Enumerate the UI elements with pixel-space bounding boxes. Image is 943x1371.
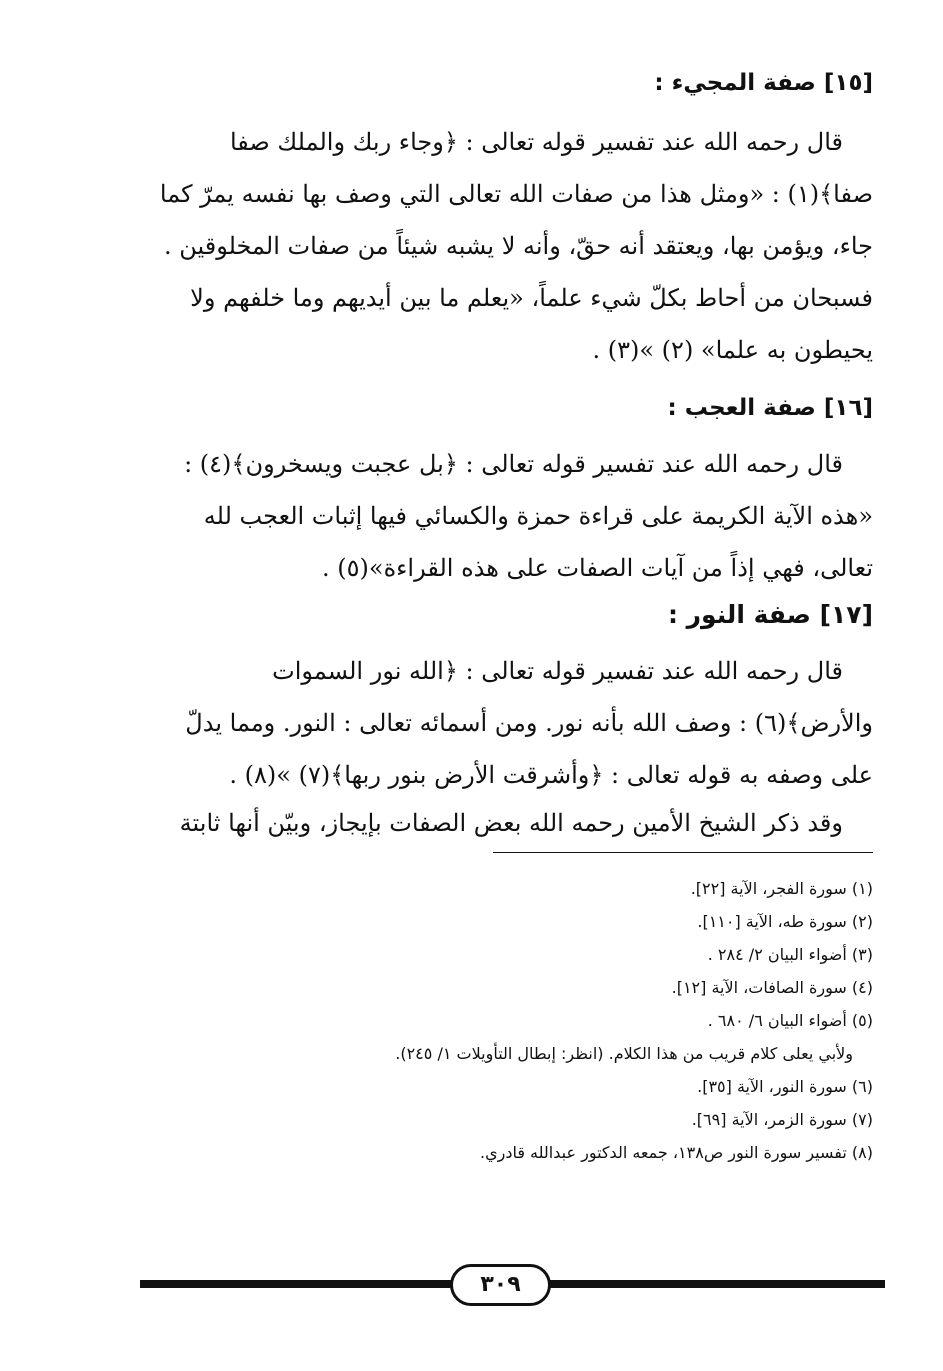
section-body-16 (70, 438, 873, 594)
footnote-item: (٨) تفسير سورة النور ص١٣٨، جمعه الدكتور عبدالله قادري. (479, 1143, 873, 1162)
page-footer (140, 1262, 885, 1306)
body-line: صفا﴾(١) : «ومثل هذا من صفات الله تعالى التي وصف بها نفسه يمرّ كما (159, 180, 873, 208)
body-line: جاء، ويؤمن بها، ويعتقد أنه حقّ، وأنه لا يشبه شيئاً من صفات المخلوقين . (163, 232, 873, 260)
footnote-item: (١) سورة الفجر، الآية [٢٢]. (690, 879, 873, 898)
section-heading-17: [١٧] صفة النور : (667, 600, 873, 629)
footnotes (180, 872, 873, 1169)
section-body-15 (70, 116, 873, 376)
footnote-note: ولأبي يعلى كلام قريب من هذا الكلام. (انظر: إبطال التأويلات ١/ ٢٤٥). (395, 1044, 853, 1063)
section-body-17 (70, 645, 873, 801)
page-number: ٣٠٩ (450, 1264, 551, 1306)
section-heading-15: [١٥] صفة المجيء : (654, 70, 873, 96)
body-line: قال رحمه الله عند تفسير قوله تعالى : ﴿بل عجبت ويسخرون﴾(٤) : (184, 450, 843, 478)
body-line: قال رحمه الله عند تفسير قوله تعالى : ﴿الله نور السموات (272, 657, 843, 685)
footer-rule-left (140, 1280, 452, 1288)
section-heading-16: [١٦] صفة العجب : (667, 395, 873, 421)
footnote-divider (493, 852, 873, 853)
footnote-item: (٢) سورة طه، الآية [١١٠]. (697, 912, 873, 931)
body-line: فسبحان من أحاط بكلّ شيء علماً، «يعلم ما بين أيديهم وما خلفهم ولا (190, 284, 873, 312)
closing-paragraph (70, 797, 873, 849)
footnote-item: (٧) سورة الزمر، الآية [٦٩]. (691, 1110, 873, 1129)
footnote-item: (٦) سورة النور، الآية [٣٥]. (697, 1077, 873, 1096)
body-line: «هذه الآية الكريمة على قراءة حمزة والكسائي فيها إثبات العجب لله (203, 502, 873, 530)
footer-rule-right (547, 1280, 885, 1288)
footnote-item: (٥) أضواء البيان ٦/ ٦٨٠ . (707, 1011, 873, 1030)
body-line: والأرض﴾(٦) : وصف الله بأنه نور. ومن أسمائه تعالى : النور. ومما يدلّ (185, 709, 873, 737)
body-line: تعالى، فهي إذاً من آيات الصفات على هذه القراءة»(٥) . (322, 554, 873, 582)
footnote-item: (٤) سورة الصافات، الآية [١٢]. (671, 978, 873, 997)
body-line: يحيطون به علما» (٢) »(٣) . (592, 336, 873, 364)
body-line: قال رحمه الله عند تفسير قوله تعالى : ﴿وجاء ربك والملك صفا (229, 128, 843, 156)
footnote-item: (٣) أضواء البيان ٢/ ٢٨٤ . (707, 945, 873, 964)
body-line: على وصفه به قوله تعالى : ﴿وأشرقت الأرض بنور ربها﴾(٧) »(٨) . (229, 761, 873, 789)
body-line: وقد ذكر الشيخ الأمين رحمه الله بعض الصفات بإيجاز، وبيّن أنها ثابتة (179, 809, 843, 837)
